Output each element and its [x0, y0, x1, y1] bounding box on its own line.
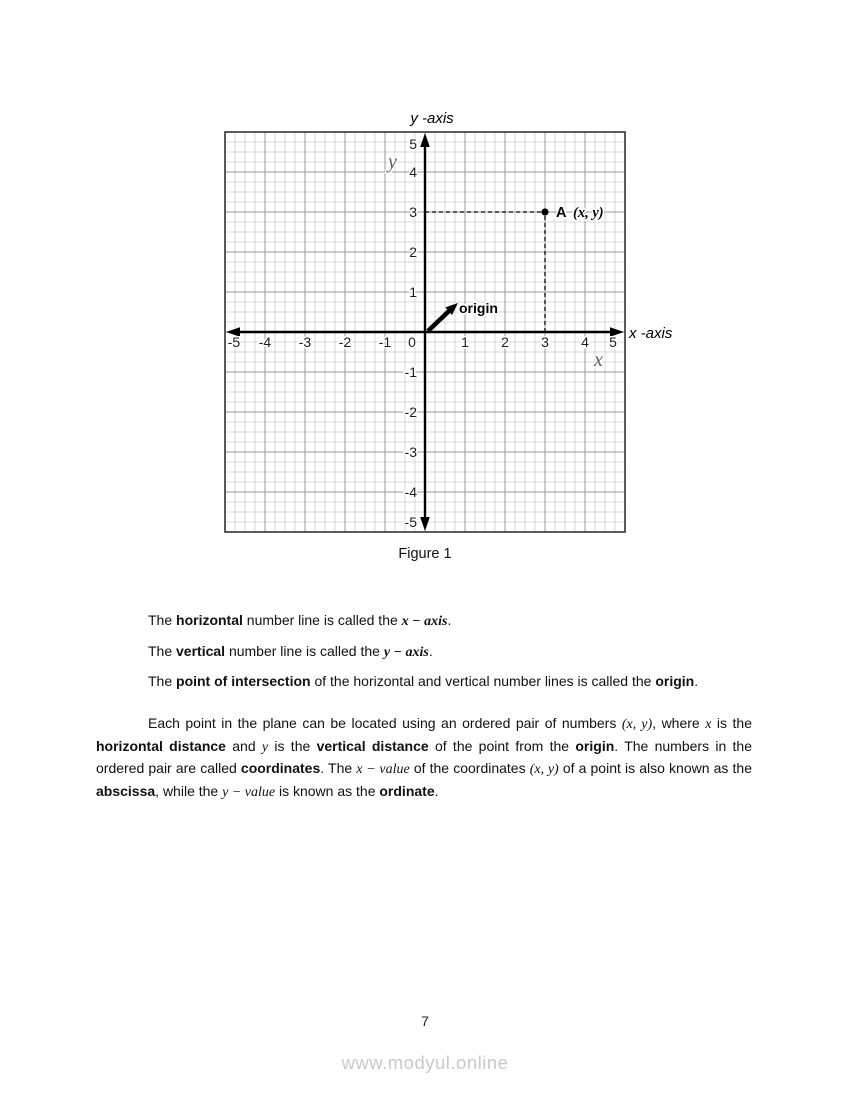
watermark: www.modyul.online [341, 1052, 509, 1073]
statement-y-axis [148, 642, 768, 662]
text-segment: , while the [155, 783, 223, 800]
text-segment: horizontal [176, 612, 243, 628]
text-segment: is the [268, 737, 317, 754]
text-segment: of a point is also known as the [558, 760, 752, 777]
text-segment: . [694, 673, 699, 689]
text-segment: is the [711, 715, 752, 731]
text-segment: The [148, 642, 177, 659]
coordinate-plane-figure [195, 100, 705, 545]
origin-label: origin [459, 300, 498, 316]
text-segment: y − value [222, 785, 276, 801]
origin-arrow-line [428, 311, 449, 331]
y-tick-label: -1 [404, 364, 417, 380]
y-tick-label: 1 [409, 284, 417, 300]
x-tick-label: 4 [581, 334, 589, 350]
text-segment: ordinate [379, 783, 435, 800]
text-segment: of the coordinates [409, 760, 530, 777]
zero-label: 0 [408, 334, 416, 350]
text-segment: number line is called the [242, 612, 402, 628]
text-segment: point of intersection [176, 673, 311, 689]
x-tick-label: -2 [338, 334, 352, 350]
text-segment: coordinates [240, 760, 321, 777]
text-segment: . [447, 612, 452, 628]
statements-block [148, 611, 768, 701]
page-number: 7 [421, 1013, 429, 1029]
text-segment: abscissa [96, 783, 156, 800]
text-segment: x − axis [401, 614, 448, 629]
text-segment: (x, y) [621, 717, 653, 732]
x-tick-label: 1 [461, 334, 469, 350]
text-segment: The [148, 612, 177, 628]
statement-x-axis [148, 611, 768, 631]
y-letter: y [388, 151, 397, 173]
text-segment: vertical distance [316, 737, 429, 754]
x-tick-label: 2 [501, 334, 509, 350]
text-segment: . [428, 642, 433, 659]
y-tick-label: 4 [409, 164, 417, 180]
text-segment: and [225, 737, 262, 754]
text-segment: vertical [176, 642, 226, 659]
text-segment: . [434, 783, 439, 800]
x-letter: x [594, 349, 603, 371]
text-segment: origin [575, 737, 615, 754]
text-segment: , where [652, 715, 706, 731]
x-tick-label: 3 [541, 334, 549, 350]
x-tick-label: -5 [227, 334, 241, 350]
x-tick-label: -1 [378, 334, 392, 350]
point-a-dot [541, 208, 548, 215]
y-tick-label: -5 [404, 514, 417, 530]
y-tick-label: -4 [404, 484, 417, 500]
x-axis-title: x -axis [629, 325, 673, 342]
text-segment: y [261, 739, 269, 755]
text-segment: . The [320, 760, 357, 777]
text-segment: Each point in the plane can be located using an ordered pair of numbers [148, 715, 622, 731]
text-segment: of the horizontal and vertical number lines is called the [310, 673, 656, 689]
y-tick-label: 5 [409, 136, 417, 152]
text-segment: y − axis [383, 644, 429, 660]
body-paragraph [96, 713, 752, 804]
point-a-coords: (x, y) [573, 205, 604, 221]
y-axis-arrow-top [420, 133, 430, 147]
x-tick-label: -4 [258, 334, 272, 350]
text-segment: x − value [356, 762, 410, 778]
point-a-name: A [556, 205, 567, 221]
text-segment: of the point from the [428, 737, 576, 754]
y-tick-label: 3 [409, 204, 417, 220]
text-segment: (x, y) [529, 762, 559, 778]
x-tick-label: 5 [609, 334, 617, 350]
text-segment: . The numbers in the ordered pair are called [96, 737, 752, 777]
y-tick-label: 2 [409, 244, 417, 260]
figure-caption: Figure 1 [398, 546, 452, 562]
text-segment: origin [655, 673, 695, 689]
y-axis-arrow-bottom [420, 517, 430, 531]
x-tick-label: -3 [298, 334, 312, 350]
text-segment: number line is called the [225, 642, 384, 659]
text-segment: horizontal distance [96, 737, 226, 754]
statement-origin [148, 672, 768, 690]
text-segment: The [148, 673, 177, 689]
y-tick-label: -2 [404, 404, 417, 420]
y-tick-label: -3 [404, 444, 417, 460]
y-axis-title: y -axis [410, 110, 454, 127]
text-segment: is known as the [275, 783, 380, 800]
text-segment: x [705, 717, 712, 732]
